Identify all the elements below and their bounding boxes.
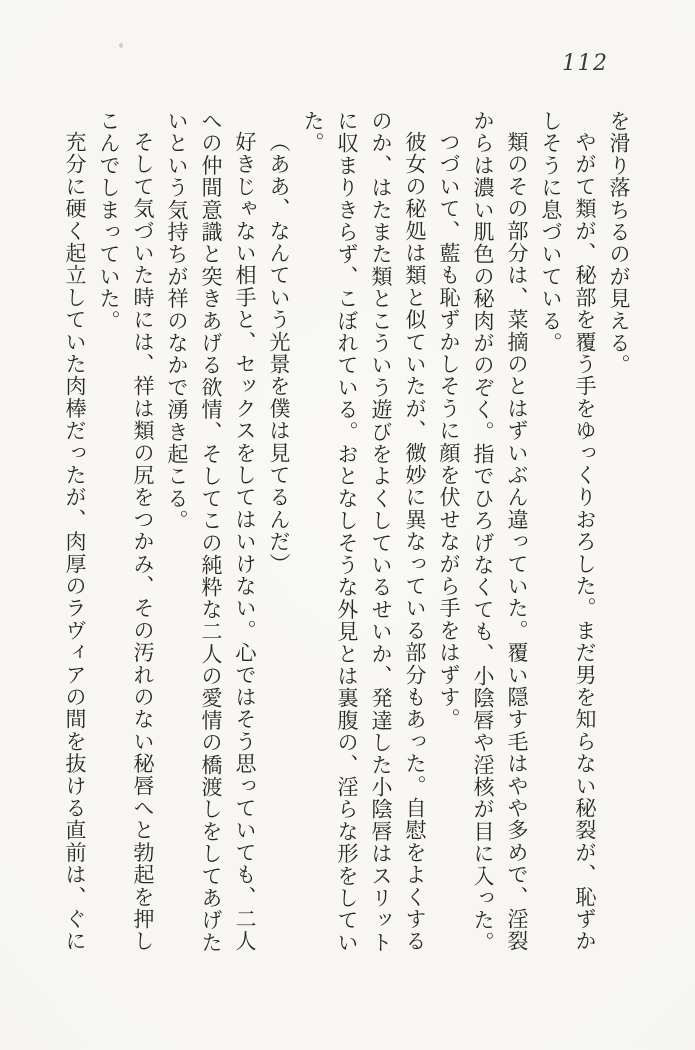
paragraph: やがて類が、秘部を覆う手をゆっくりおろした。まだ男を知らない秘裂が、恥ずかしそうに息づいている。 <box>539 110 597 953</box>
scan-speck <box>119 43 123 48</box>
paragraph: そして気づいた時には、祥は類の尻をつかみ、その汚れのない秘唇へと勃起を押しこんでしまっていた。 <box>97 110 155 953</box>
paragraph: 類のその部分は、菜摘のとはずいぶん違っていた。覆い隠す毛はやや多めで、淫裂からは濃い肌色の秘肉がのぞく。指でひろげなくても、小陰唇や淫核が目に入った。 <box>471 110 529 954</box>
body-text <box>58 110 636 955</box>
page-number: 112 <box>562 51 609 76</box>
paragraph: 好きじゃない相手と、セックスをしてはいけない。心ではそう思っていても、二人への仲間意識と突きあげる欲情、そしてこの純粋な二人の愛情の橋渡しをしてあげたいという気持ちが祥のなかで湧き起こる。 <box>165 110 257 954</box>
paragraph: （ああ、なんていう光景を僕は見てるんだ） <box>267 131 291 575</box>
paragraph: つづいて、藍も恥ずかしそうに顔を伏せながら手をはずす。 <box>437 131 461 731</box>
paragraph: 充分に硬く起立していた肉棒だったが、肉厚のラヴィアの間を抜ける直前は、ぐに <box>63 131 87 953</box>
paragraph: 彼女の秘処は類と似ていたが、微妙に異なっている部分もあった。自慰をよくするのか、はたまた類とこういう遊びをよくしているせいか、発達した小陰唇はスリットに収まりきらず、こぼれている。おとなしそうな外見とは裏腹の、淫らな形をしていた。 <box>301 110 427 954</box>
paragraph: を滑り落ちるのが見える。 <box>607 110 631 377</box>
